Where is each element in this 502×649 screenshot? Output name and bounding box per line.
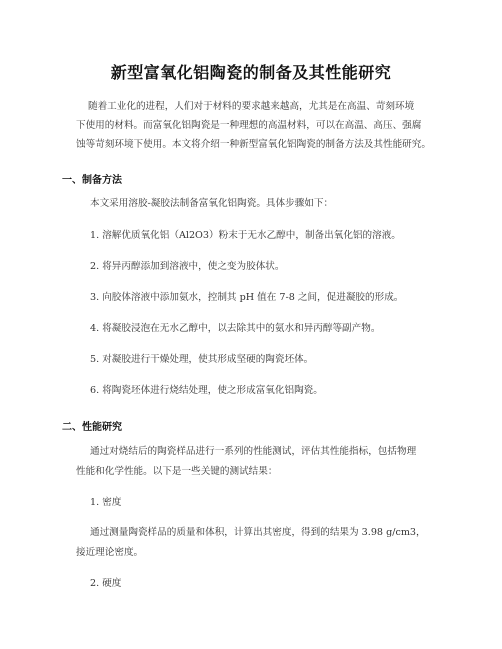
hardness-label: 2. 硬度 — [90, 578, 122, 589]
density-label: 1. 密度 — [90, 497, 122, 508]
preparation-step-6: 6. 将陶瓷坯体进行烧结处理，使之形成富氧化铝陶瓷。 — [90, 385, 323, 396]
section-heading-performance: 二、性能研究 — [62, 422, 122, 433]
preparation-step-5: 5. 对凝胶进行干燥处理，使其形成坚硬的陶瓷坯体。 — [90, 354, 314, 365]
preparation-step-1: 1. 溶解优质氧化铝（Al2O3）粉末于无水乙醇中，制备出氧化铝的溶液。 — [90, 230, 401, 241]
density-line-1: 通过测量陶瓷样品的质量和体积，计算出其密度，得到的结果为 3.98 g/cm3， — [90, 527, 426, 538]
preparation-step-3: 3. 向胶体溶液中添加氨水，控制其 pH 值在 7-8 之间，促进凝胶的形成。 — [90, 292, 404, 303]
density-line-2: 接近理论密度。 — [76, 547, 144, 558]
intro-line-1: 随着工业化的进程，人们对于材料的要求越来越高，尤其是在高温、苛刻环境 — [88, 101, 415, 112]
intro-line-3: 蚀等苛刻环境下使用。本文将介绍一种新型富氧化铝陶瓷的制备方法及其性能研究。 — [76, 139, 431, 150]
performance-lead-line-2: 性能和化学性能。以下是一些关键的测试结果： — [76, 466, 278, 477]
document-title: 新型富氧化铝陶瓷的制备及其性能研究 — [110, 63, 392, 82]
preparation-step-4: 4. 将凝胶浸泡在无水乙醇中，以去除其中的氨水和异丙醇等副产物。 — [90, 323, 381, 334]
preparation-lead: 本文采用溶胶-凝胶法制备富氧化铝陶瓷。具体步骤如下： — [90, 198, 334, 209]
preparation-step-2: 2. 将异丙醇添加到溶液中，使之变为胶体状。 — [90, 261, 285, 272]
performance-lead-line-1: 通过对烧结后的陶瓷样品进行一系列的性能测试，评估其性能指标，包括物理 — [90, 446, 417, 457]
intro-line-2: 下使用的材料。而富氧化铝陶瓷是一种理想的高温材料，可以在高温、高压、强腐 — [76, 120, 422, 131]
intro-paragraph — [76, 97, 436, 154]
section-heading-preparation: 一、制备方法 — [62, 175, 122, 186]
